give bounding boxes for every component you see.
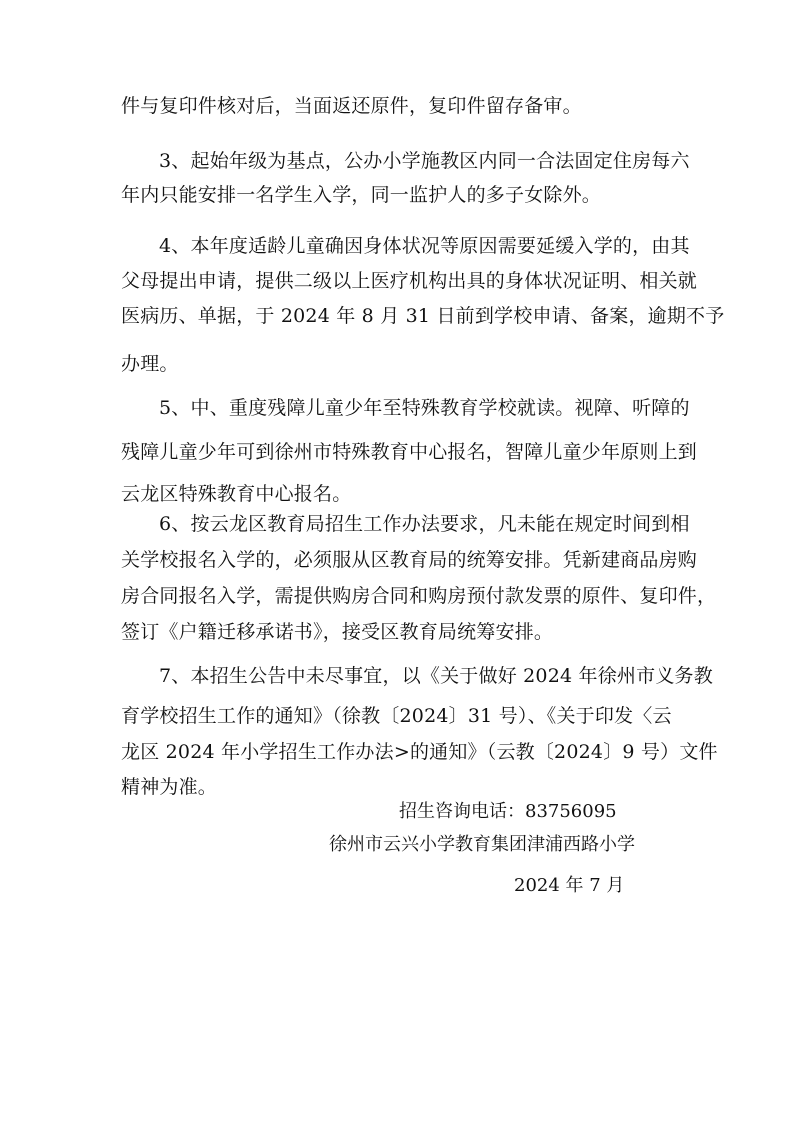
item-4-line-2: 父母提出申请，提供二级以上医疗机构出具的身体状况证明、相关就 [121,270,698,292]
item-7-line-3: 龙区 2024 年小学招生工作办法>的通知》（云教〔2024〕9 号）文件 [121,741,718,763]
consultation-phone: 招生咨询电话：83756095 [399,801,617,822]
issue-date: 2024 年 7 月 [514,875,625,896]
item-7-line-1: 7、本招生公告中未尽事宜，以《关于做好 2024 年徐州市义务教 [159,665,713,687]
item-5-line-1: 5、中、重度残障儿童少年至特殊教育学校就读。视障、听障的 [159,397,690,419]
item-7-line-4: 精神为准。 [121,776,218,798]
paragraph-continuation-line-1: 件与复印件核对后，当面返还原件，复印件留存备审。 [121,95,582,117]
item-6-line-2: 关学校报名入学的，必须服从区教育局的统筹安排。凭新建商品房购 [121,549,698,571]
item-5-line-3: 云龙区特殊教育中心报名。 [121,483,352,505]
item-4-line-3: 医病历、单据，于 2024 年 8 月 31 日前到学校申请、备案，逾期不予 [121,305,725,327]
item-6-line-4: 签订《户籍迁移承诺书》，接受区教育局统筹安排。 [121,621,554,643]
item-7-line-2: 育学校招生工作的通知》（徐教〔2024〕31 号）、《关于印发〈云 [121,705,672,727]
item-3-line-2: 年内只能安排一名学生入学，同一监护人的多子女除外。 [121,184,602,206]
item-5-line-2: 残障儿童少年可到徐州市特殊教育中心报名，智障儿童少年原则上到 [121,441,698,463]
item-4-line-1: 4、本年度适龄儿童确因身体状况等原因需要延缓入学的，由其 [159,235,690,257]
item-6-line-3: 房合同报名入学，需提供购房合同和购房预付款发票的原件、复印件， [121,585,717,607]
item-3-line-1: 3、起始年级为基点，公办小学施教区内同一合法固定住房每六 [159,150,690,172]
item-6-line-1: 6、按云龙区教育局招生工作办法要求，凡未能在规定时间到相 [159,513,690,535]
school-name: 徐州市云兴小学教育集团津浦西路小学 [329,834,635,855]
item-4-line-4: 办理。 [121,353,179,375]
